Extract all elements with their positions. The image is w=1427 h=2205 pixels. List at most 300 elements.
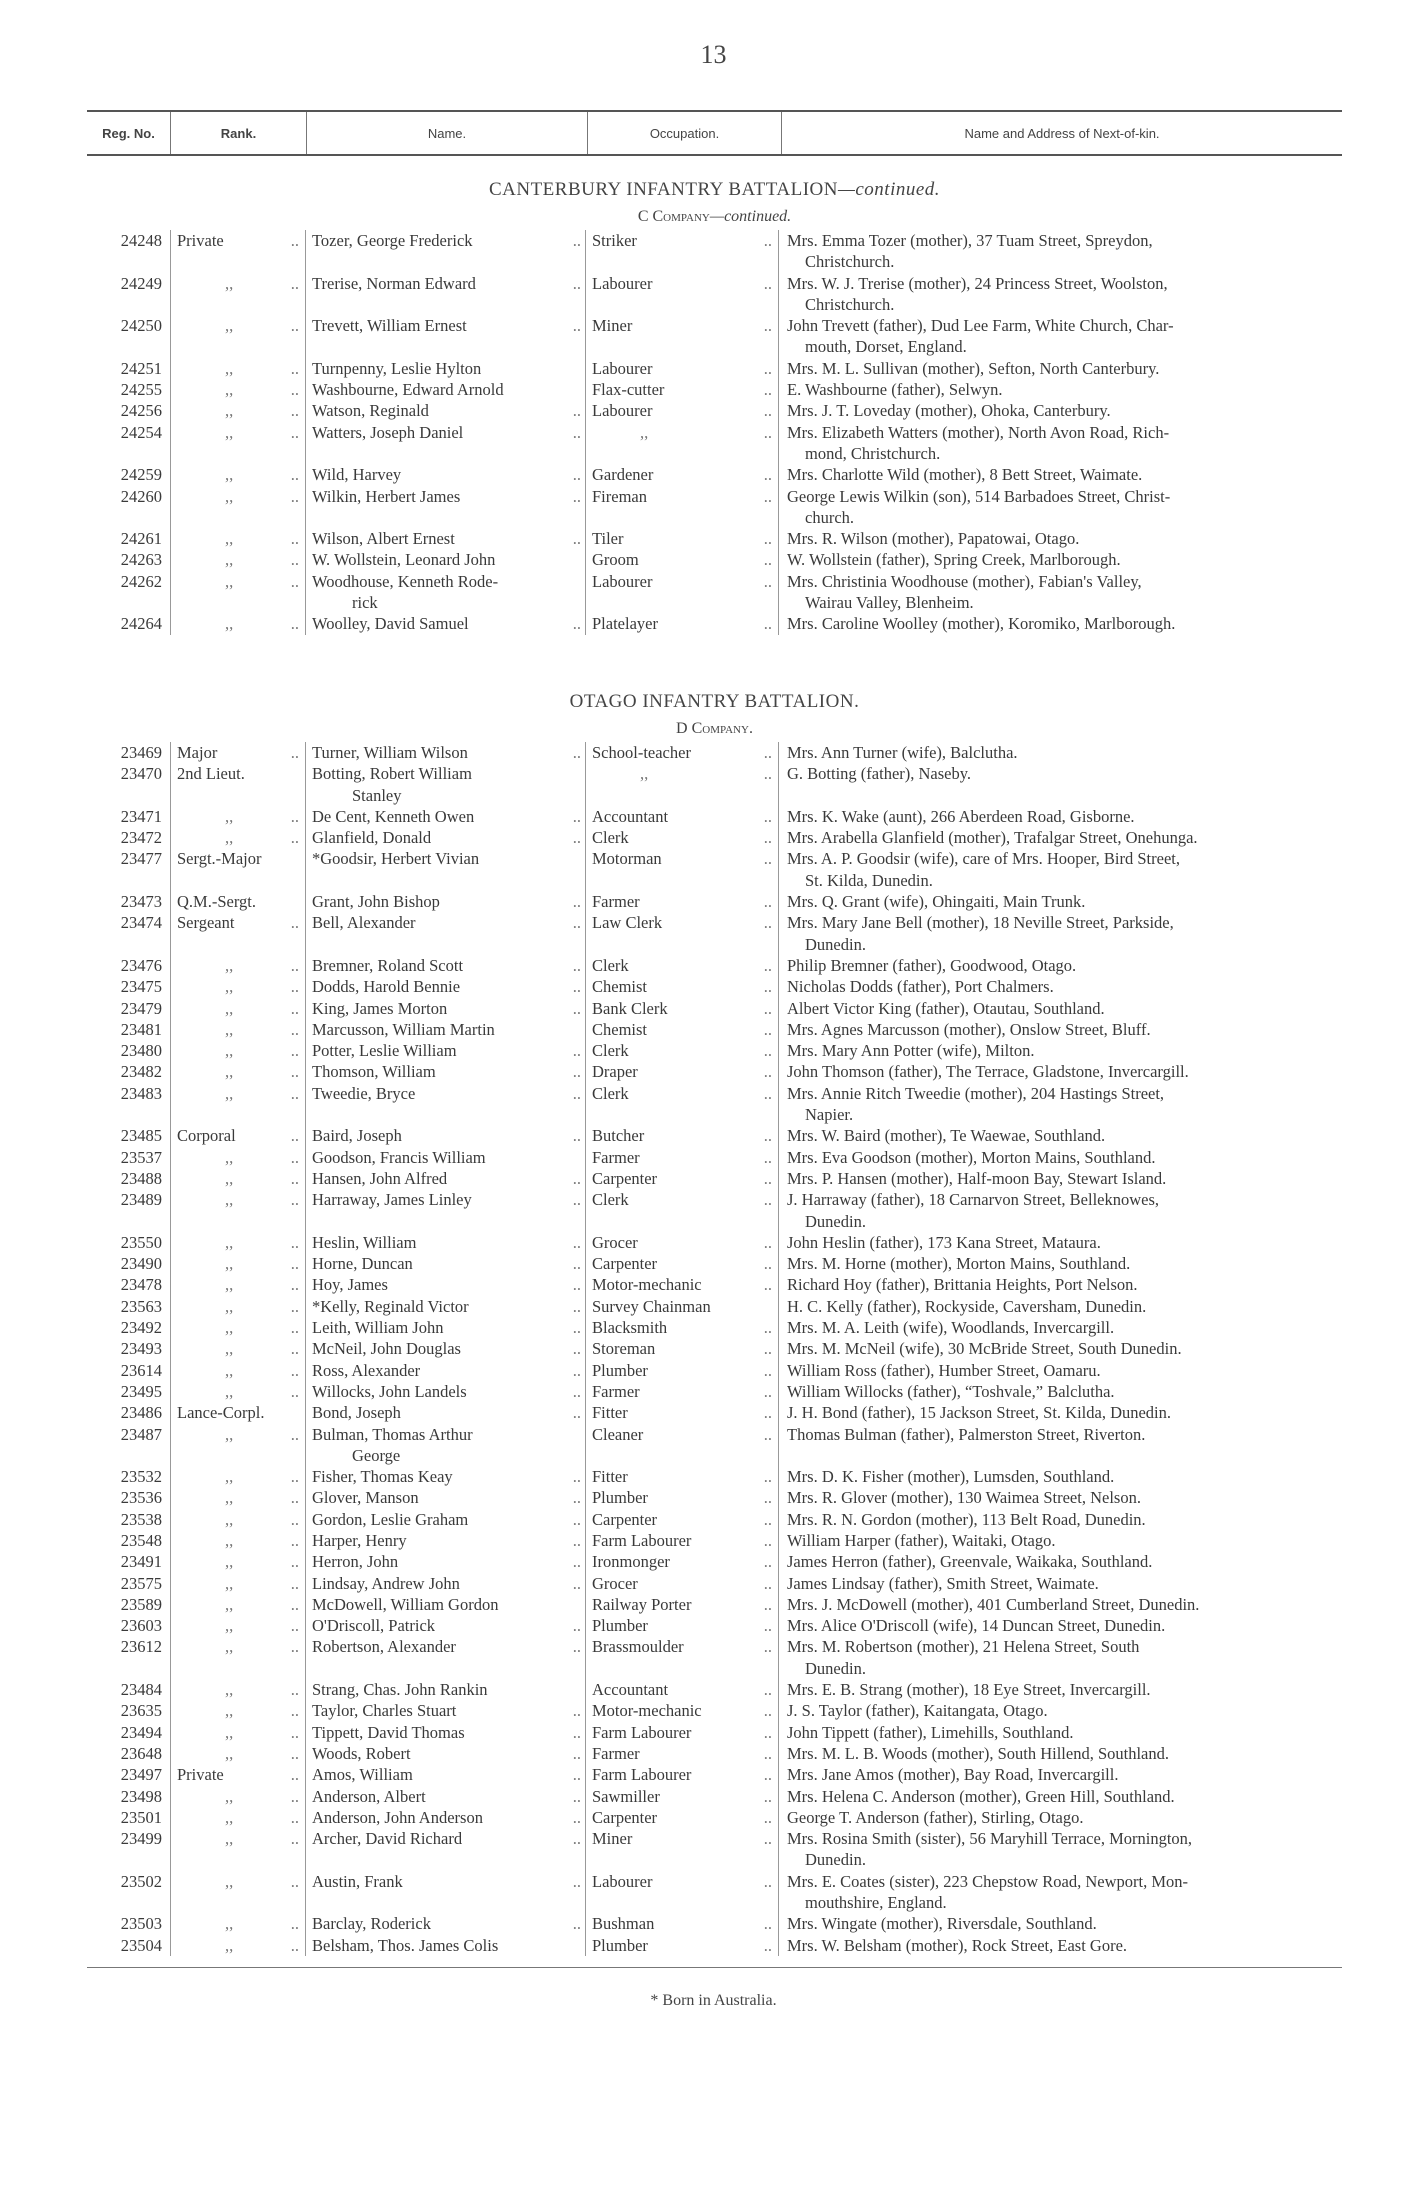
leader-dots: .. [763, 743, 772, 762]
leader-dots: .. [290, 380, 299, 400]
next-of-kin: Richard Hoy (father), Brittania Heights, Port Nelson. [787, 1275, 1138, 1295]
name-block [312, 486, 460, 529]
occupation: Butcher [592, 1126, 645, 1146]
leader-dots: .. [290, 806, 299, 826]
next-of-kin: Thomas Bulman (father), Palmerston Street, Riverton. [787, 1424, 1146, 1444]
rank: ,, [225, 1275, 234, 1295]
footnote: * Born in Australia. [650, 1992, 777, 2009]
table-row [87, 1424, 1342, 1467]
soldier-name: Archer, David Richard [312, 1829, 463, 1849]
next-of-kin: H. C. Kelly (father), Rockyside, Caversham, Dunedin. [787, 1296, 1147, 1316]
occupation: Grocer [592, 1573, 638, 1593]
occupation-cell [585, 1551, 778, 1572]
occupation-cell [585, 1168, 778, 1189]
next-of-kin-cell [778, 848, 1342, 891]
reg-no: 23635 [120, 1701, 162, 1721]
leader-dots: .. [763, 1594, 772, 1614]
next-of-kin: Mrs. E. B. Strang (mother), 18 Eye Street, Invercargill. [787, 1680, 1151, 1700]
next-of-kin: Mrs. J. T. Loveday (mother), Ohoka, Canterbury. [787, 401, 1111, 421]
next-of-kin-continued: Christchurch. [805, 252, 895, 272]
next-of-kin: Mrs. Elizabeth Watters (mother), North Avon Road, Rich- [787, 422, 1170, 442]
rank: ,, [225, 1722, 234, 1742]
soldier-name: Baird, Joseph [312, 1126, 402, 1146]
rank: ,, [225, 1530, 234, 1550]
rank-cell [170, 358, 305, 379]
table-row [87, 1253, 1342, 1274]
leader-dots: .. [763, 955, 772, 975]
occupation-cell [585, 1360, 778, 1381]
leader-dots: .. [572, 998, 581, 1018]
leader-dots: .. [290, 1935, 299, 1955]
occupation: Fitter [592, 1403, 628, 1423]
rank-cell [170, 571, 305, 614]
rank-cell [170, 1381, 305, 1402]
soldier-name: Turnpenny, Leslie Hylton [312, 358, 482, 378]
rank: ,, [225, 316, 234, 336]
leader-dots: .. [290, 401, 299, 421]
name-block [312, 1360, 420, 1381]
occupation-cell [585, 464, 778, 485]
next-of-kin: Mrs. J. McDowell (mother), 401 Cumberland Street, Dunedin. [787, 1594, 1200, 1614]
leader-dots: .. [763, 465, 772, 485]
rank-cell [170, 848, 305, 891]
name-block [312, 1551, 398, 1572]
leader-dots: .. [572, 1914, 581, 1934]
soldier-name: Woolley, David Samuel [312, 614, 469, 634]
name-block [312, 1509, 468, 1530]
next-of-kin-continued: mond, Christchurch. [805, 443, 941, 463]
rank-cell [170, 1871, 305, 1914]
soldier-name-continued: George [352, 1445, 401, 1465]
table-header [87, 110, 1342, 156]
table-row [87, 1360, 1342, 1381]
next-of-kin-cell [778, 400, 1342, 421]
table-row [87, 1168, 1342, 1189]
name-cell [305, 998, 585, 1019]
soldier-name-continued: Stanley [352, 785, 402, 805]
table-row [87, 1530, 1342, 1551]
next-of-kin-cell [778, 742, 1342, 763]
name-cell [305, 742, 585, 763]
leader-dots: .. [572, 1807, 581, 1827]
name-block [312, 998, 447, 1019]
table-row [87, 742, 1342, 763]
next-of-kin: Mrs. Rosina Smith (sister), 56 Maryhill Terrace, Mornington, [787, 1829, 1193, 1849]
reg-no: 23504 [120, 1935, 162, 1955]
leader-dots: .. [763, 1424, 772, 1444]
next-of-kin-cell [778, 1487, 1342, 1508]
reg-no: 23603 [120, 1616, 162, 1636]
rank: ,, [225, 806, 234, 826]
next-of-kin: Mrs. D. K. Fisher (mother), Lumsden, Southland. [787, 1467, 1115, 1487]
table-row [87, 1338, 1342, 1359]
leader-dots: .. [763, 1147, 772, 1167]
occupation: Farm Labourer [592, 1765, 692, 1785]
occupation: Bushman [592, 1914, 655, 1934]
leader-dots: .. [290, 1573, 299, 1593]
column-header-reg-no: Reg. No. [87, 112, 171, 154]
leader-dots: .. [290, 1339, 299, 1359]
table-row [87, 1573, 1342, 1594]
company-title [87, 716, 1342, 742]
rank: ,, [225, 1232, 234, 1252]
rank: ,, [225, 977, 234, 997]
name-cell [305, 486, 585, 529]
reg-no: 23491 [120, 1552, 162, 1572]
section-otago [87, 688, 1342, 1956]
reg-no: 23481 [120, 1019, 162, 1039]
occupation: Chemist [592, 1019, 648, 1039]
next-of-kin-cell [778, 1807, 1342, 1828]
occupation-cell [585, 976, 778, 997]
leader-dots: .. [290, 529, 299, 549]
name-block [312, 1743, 411, 1764]
next-of-kin: George T. Anderson (father), Stirling, Otago. [787, 1807, 1084, 1827]
leader-dots: .. [290, 1765, 299, 1785]
occupation-cell [585, 1274, 778, 1295]
name-block [312, 763, 472, 806]
next-of-kin: Mrs. M. Robertson (mother), 21 Helena Street, South [787, 1637, 1140, 1657]
leader-dots: .. [572, 1871, 581, 1891]
next-of-kin-cell [778, 1636, 1342, 1679]
leader-dots: .. [572, 1616, 581, 1636]
next-of-kin-cell [778, 1424, 1342, 1467]
name-cell [305, 1360, 585, 1381]
leader-dots: .. [763, 1488, 772, 1508]
soldier-name: Woodhouse, Kenneth Rode- [312, 571, 499, 591]
leader-dots: .. [290, 1126, 299, 1146]
leader-dots: .. [763, 1168, 772, 1188]
rank-cell [170, 1189, 305, 1232]
name-cell [305, 1764, 585, 1785]
reg-no: 23493 [120, 1339, 162, 1359]
next-of-kin: Mrs. M. McNeil (wife), 30 McBride Street, South Dunedin. [787, 1339, 1182, 1359]
name-block [312, 1402, 401, 1423]
company-suffix: —continued. [709, 208, 792, 225]
leader-dots: .. [763, 486, 772, 506]
rank-cell [170, 1466, 305, 1487]
leader-dots: .. [290, 955, 299, 975]
leader-dots: .. [572, 1573, 581, 1593]
name-block [312, 1700, 456, 1721]
name-cell [305, 1786, 585, 1807]
leader-dots: .. [763, 1914, 772, 1934]
rank-cell [170, 1402, 305, 1423]
rank: ,, [225, 465, 234, 485]
name-cell [305, 1636, 585, 1679]
rank-cell [170, 976, 305, 997]
leader-dots: .. [763, 977, 772, 997]
rank-cell [170, 549, 305, 570]
occupation-cell [585, 528, 778, 549]
next-of-kin: John Heslin (father), 173 Kana Street, Mataura. [787, 1232, 1101, 1252]
occupation: Clerk [592, 955, 629, 975]
occupation-cell [585, 891, 778, 912]
next-of-kin: Mrs. W. J. Trerise (mother), 24 Princess Street, Woolston, [787, 273, 1168, 293]
reg-no: 24259 [120, 465, 162, 485]
leader-dots: .. [763, 401, 772, 421]
leader-dots: .. [763, 1083, 772, 1103]
leader-dots: .. [572, 231, 581, 250]
leader-dots: .. [290, 1168, 299, 1188]
leader-dots: .. [763, 422, 772, 442]
name-block [312, 1530, 407, 1551]
name-block [312, 528, 455, 549]
rank-cell [170, 1509, 305, 1530]
leader-dots: .. [763, 1701, 772, 1721]
occupation-cell [585, 1636, 778, 1679]
occupation: Clerk [592, 1190, 629, 1210]
next-of-kin-continued: mouth, Dorset, England. [805, 337, 967, 357]
soldier-name: Marcusson, William Martin [312, 1019, 495, 1039]
column-header-occupation: Occupation. [588, 112, 782, 154]
reg-no: 24249 [120, 273, 162, 293]
leader-dots: .. [290, 1786, 299, 1806]
next-of-kin: Mrs. Agnes Marcusson (mother), Onslow Street, Bluff. [787, 1019, 1151, 1039]
occupation: Farmer [592, 1743, 640, 1763]
occupation-cell [585, 613, 778, 634]
leader-dots: .. [290, 273, 299, 293]
name-block [312, 1253, 413, 1274]
table-row [87, 1296, 1342, 1317]
name-block [312, 1679, 488, 1700]
occupation-cell [585, 1722, 778, 1743]
table-row [87, 1551, 1342, 1572]
name-cell [305, 976, 585, 997]
rank-cell [170, 1424, 305, 1467]
next-of-kin: Mrs. Annie Ritch Tweedie (mother), 204 Hastings Street, [787, 1083, 1165, 1103]
occupation-cell [585, 1700, 778, 1721]
leader-dots: .. [763, 1829, 772, 1849]
occupation-cell [585, 400, 778, 421]
leader-dots: .. [572, 1743, 581, 1763]
table-row [87, 848, 1342, 891]
next-of-kin: Mrs. Ann Turner (wife), Balclutha. [787, 743, 1018, 762]
rank-cell [170, 955, 305, 976]
leader-dots: .. [290, 913, 299, 933]
leader-dots: .. [572, 529, 581, 549]
next-of-kin: William Harper (father), Waitaki, Otago. [787, 1530, 1056, 1550]
soldier-name: Wilkin, Herbert James [312, 486, 461, 506]
leader-dots: .. [290, 1147, 299, 1167]
table-row [87, 1381, 1342, 1402]
occupation-cell [585, 549, 778, 570]
leader-dots: .. [572, 1530, 581, 1550]
leader-dots: .. [572, 806, 581, 826]
next-of-kin: Mrs. A. P. Goodsir (wife), care of Mrs. Hooper, Bird Street, [787, 849, 1180, 869]
name-block [312, 1764, 413, 1785]
next-of-kin: James Herron (father), Greenvale, Waikaka, Southland. [787, 1552, 1153, 1572]
occupation-cell [585, 763, 778, 806]
occupation: Motor-mechanic [592, 1275, 702, 1295]
occupation: Carpenter [592, 1254, 658, 1274]
next-of-kin-cell [778, 1147, 1342, 1168]
name-cell [305, 1061, 585, 1082]
name-block [312, 891, 440, 912]
name-block [312, 379, 504, 400]
name-cell [305, 1125, 585, 1146]
table-row [87, 912, 1342, 955]
leader-dots: .. [290, 465, 299, 485]
leader-dots: .. [763, 1339, 772, 1359]
soldier-name: Glanfield, Donald [312, 828, 432, 848]
reg-no: 23532 [120, 1467, 162, 1487]
soldier-name: Thomson, William [312, 1062, 436, 1082]
rank-cell [170, 1636, 305, 1679]
leader-dots: .. [763, 1467, 772, 1487]
name-block [312, 273, 476, 316]
occupation: Clerk [592, 1041, 629, 1061]
rank-cell [170, 742, 305, 763]
next-of-kin: William Willocks (father), “Toshvale,” Balclutha. [787, 1381, 1115, 1401]
occupation: Law Clerk [592, 913, 663, 933]
leader-dots: .. [763, 1232, 772, 1252]
reg-no: 23483 [120, 1083, 162, 1103]
leader-dots: .. [763, 1552, 772, 1572]
rank-cell [170, 1615, 305, 1636]
leader-dots: .. [763, 1530, 772, 1550]
table-row [87, 528, 1342, 549]
leader-dots: .. [290, 486, 299, 506]
rank: ,, [225, 401, 234, 421]
next-of-kin-cell [778, 1317, 1342, 1338]
rank: ,, [225, 486, 234, 506]
leader-dots: .. [763, 1360, 772, 1380]
rank-cell [170, 1573, 305, 1594]
rank-cell [170, 273, 305, 316]
name-block [312, 358, 481, 379]
leader-dots: .. [290, 1552, 299, 1572]
name-cell [305, 1466, 585, 1487]
leader-dots: .. [763, 1126, 772, 1146]
next-of-kin-cell [778, 1509, 1342, 1530]
leader-dots: .. [572, 1360, 581, 1380]
occupation: Railway Porter [592, 1594, 692, 1614]
next-of-kin-cell [778, 1296, 1342, 1317]
next-of-kin: J. Harraway (father), 18 Carnarvon Street, Belleknowes, [787, 1190, 1160, 1210]
leader-dots: .. [572, 1722, 581, 1742]
rank-cell [170, 1338, 305, 1359]
leader-dots: .. [290, 316, 299, 336]
name-cell [305, 1509, 585, 1530]
rank-cell [170, 1487, 305, 1508]
occupation: Chemist [592, 977, 648, 997]
table-row [87, 1871, 1342, 1914]
occupation: Carpenter [592, 1168, 658, 1188]
leader-dots: .. [763, 1190, 772, 1210]
next-of-kin-cell [778, 1232, 1342, 1253]
rank-cell [170, 486, 305, 529]
next-of-kin-cell [778, 315, 1342, 358]
occupation-cell [585, 912, 778, 955]
leader-dots: .. [572, 273, 581, 293]
name-block [312, 315, 467, 358]
next-of-kin-cell [778, 1466, 1342, 1487]
reg-no: 23487 [120, 1424, 162, 1444]
soldier-name: *Kelly, Reginald Victor [312, 1296, 469, 1316]
next-of-kin-cell [778, 1828, 1342, 1871]
rank: ,, [225, 1467, 234, 1487]
table-row [87, 1764, 1342, 1785]
next-of-kin-cell [778, 806, 1342, 827]
occupation-cell [585, 571, 778, 614]
leader-dots: .. [572, 1381, 581, 1401]
soldier-name: Tozer, George Frederick [312, 231, 473, 250]
table-row [87, 1828, 1342, 1871]
name-cell [305, 1083, 585, 1126]
occupation-cell [585, 1402, 778, 1423]
soldier-name: Goodson, Francis William [312, 1147, 486, 1167]
next-of-kin-cell [778, 486, 1342, 529]
table-row [87, 1232, 1342, 1253]
reg-no: 23537 [120, 1147, 162, 1167]
occupation: Flax-cutter [592, 380, 665, 400]
leader-dots: .. [290, 1594, 299, 1614]
name-cell [305, 1168, 585, 1189]
next-of-kin: John Thomson (father), The Terrace, Gladstone, Invercargill. [787, 1062, 1189, 1082]
reg-no: 23485 [120, 1126, 162, 1146]
name-block [312, 1296, 469, 1317]
occupation: Blacksmith [592, 1318, 668, 1338]
name-cell [305, 1253, 585, 1274]
leader-dots: .. [572, 1126, 581, 1146]
table-row [87, 571, 1342, 614]
reg-no: 23498 [120, 1786, 162, 1806]
next-of-kin: John Tippett (father), Limehills, Southland. [787, 1722, 1074, 1742]
occupation: Brassmoulder [592, 1637, 684, 1657]
next-of-kin: Mrs. R. Glover (mother), 130 Waimea Street, Nelson. [787, 1488, 1141, 1508]
soldier-name: Potter, Leslie William [312, 1041, 457, 1061]
leader-dots: .. [572, 1190, 581, 1210]
next-of-kin-cell [778, 1253, 1342, 1274]
name-cell [305, 1700, 585, 1721]
leader-dots: .. [572, 465, 581, 485]
rank-cell [170, 1913, 305, 1934]
leader-dots: .. [290, 1318, 299, 1338]
rank-cell [170, 400, 305, 421]
occupation-cell [585, 1061, 778, 1082]
leader-dots: .. [572, 977, 581, 997]
name-block [312, 955, 463, 976]
next-of-kin-continued: Dunedin. [805, 1850, 866, 1870]
occupation: Labourer [592, 571, 653, 591]
leader-dots: .. [572, 955, 581, 975]
table-row [87, 1189, 1342, 1232]
leader-dots: .. [290, 422, 299, 442]
name-cell [305, 422, 585, 465]
soldier-name: Washbourne, Edward Arnold [312, 380, 504, 400]
next-of-kin: Mrs. Helena C. Anderson (mother), Green Hill, Southland. [787, 1786, 1175, 1806]
leader-dots: .. [763, 1381, 772, 1401]
occupation-cell [585, 1189, 778, 1232]
rank: ,, [225, 1573, 234, 1593]
leader-dots: .. [572, 1168, 581, 1188]
name-cell [305, 806, 585, 827]
leader-dots: .. [763, 828, 772, 848]
rank: ,, [225, 358, 234, 378]
name-block [312, 230, 473, 273]
soldier-name: W. Wollstein, Leonard John [312, 550, 496, 570]
rank-cell [170, 1317, 305, 1338]
occupation-cell [585, 1509, 778, 1530]
rank: ,, [225, 380, 234, 400]
occupation-cell [585, 1743, 778, 1764]
leader-dots: .. [572, 486, 581, 506]
reg-no: 24254 [120, 422, 162, 442]
rank: ,, [225, 1488, 234, 1508]
next-of-kin-cell [778, 1764, 1342, 1785]
next-of-kin: Mrs. Wingate (mother), Riversdale, Southland. [787, 1914, 1097, 1934]
